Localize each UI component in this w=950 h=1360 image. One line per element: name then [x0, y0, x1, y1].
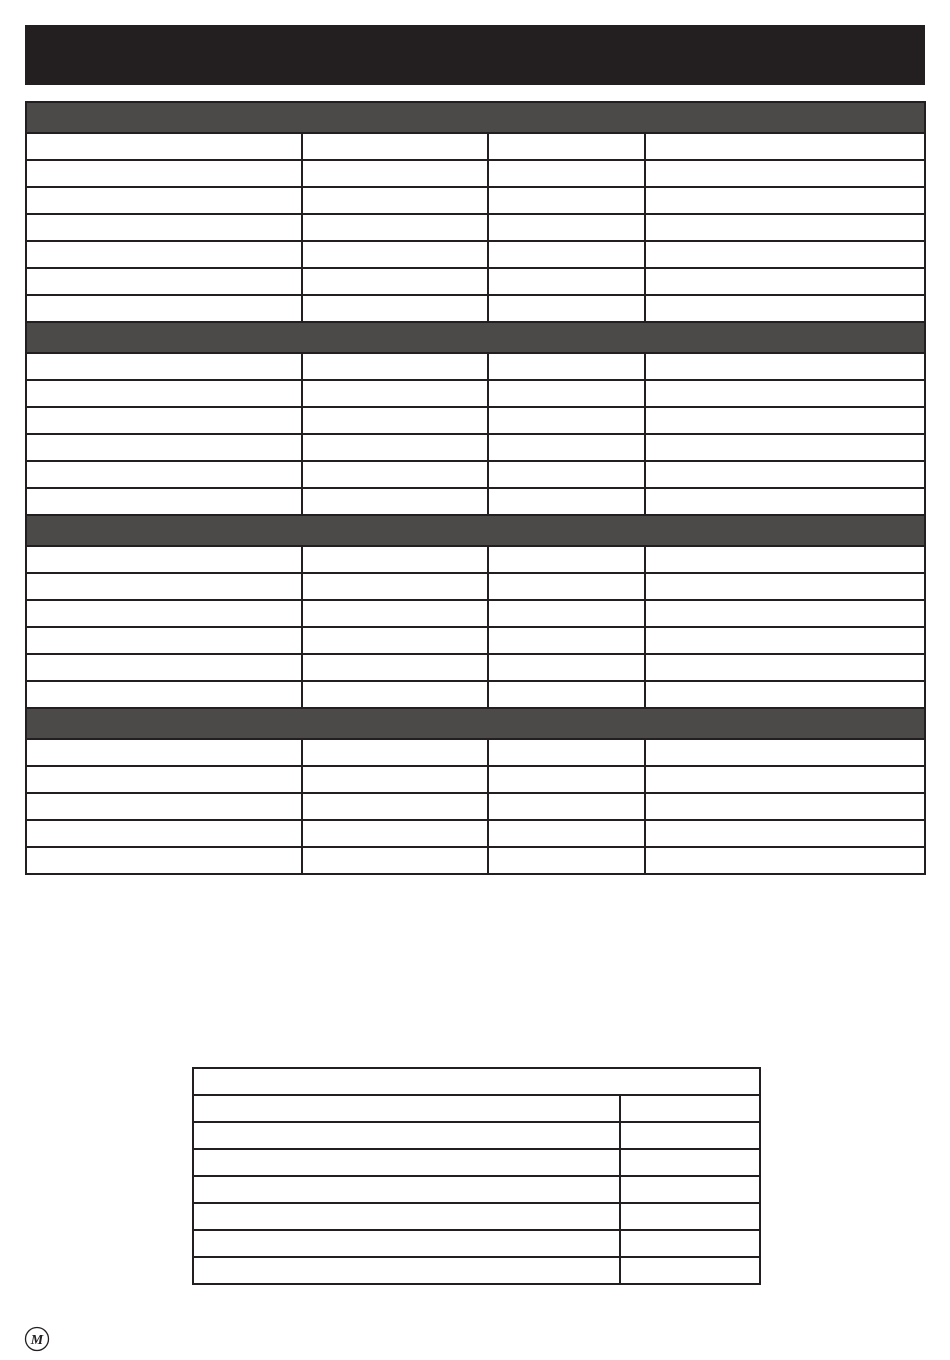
table-cell	[488, 268, 645, 295]
table-cell	[645, 295, 925, 322]
table-cell	[645, 160, 925, 187]
table-cell	[488, 353, 645, 380]
table-row	[26, 241, 925, 268]
summary-header	[193, 1068, 760, 1095]
table-cell	[488, 407, 645, 434]
section-header-row	[26, 515, 925, 546]
table-row	[26, 268, 925, 295]
table-cell	[645, 847, 925, 874]
table-cell	[302, 627, 488, 654]
table-row	[193, 1257, 760, 1284]
table-cell	[488, 820, 645, 847]
table-cell	[302, 187, 488, 214]
table-cell	[302, 847, 488, 874]
table-row	[26, 681, 925, 708]
table-row	[193, 1095, 760, 1122]
table-cell	[620, 1257, 760, 1284]
table-cell	[26, 546, 302, 573]
table-cell	[488, 627, 645, 654]
table-cell	[26, 681, 302, 708]
table-cell	[488, 739, 645, 766]
table-row	[26, 793, 925, 820]
svg-text:M: M	[30, 1333, 44, 1348]
table-cell	[488, 488, 645, 515]
summary-header-row	[193, 1068, 760, 1095]
table-cell	[645, 407, 925, 434]
table-cell	[26, 766, 302, 793]
table-cell	[488, 214, 645, 241]
document-title-bar	[25, 25, 925, 85]
table-cell	[645, 434, 925, 461]
table-cell	[488, 546, 645, 573]
table-cell	[302, 820, 488, 847]
table-cell	[645, 766, 925, 793]
table-cell	[488, 461, 645, 488]
table-cell	[193, 1122, 620, 1149]
table-cell	[645, 600, 925, 627]
table-row	[26, 461, 925, 488]
section-header-row	[26, 102, 925, 133]
table-cell	[645, 820, 925, 847]
table-cell	[302, 793, 488, 820]
table-row	[26, 739, 925, 766]
table-row	[193, 1203, 760, 1230]
table-cell	[302, 241, 488, 268]
table-row	[26, 160, 925, 187]
table-cell	[645, 488, 925, 515]
table-cell	[26, 380, 302, 407]
table-cell	[645, 546, 925, 573]
table-row	[26, 847, 925, 874]
table-cell	[645, 739, 925, 766]
table-cell	[302, 434, 488, 461]
table-cell	[302, 407, 488, 434]
table-cell	[488, 654, 645, 681]
table-cell	[302, 160, 488, 187]
table-cell	[302, 461, 488, 488]
table-row	[26, 380, 925, 407]
table-cell	[26, 160, 302, 187]
table-cell	[26, 654, 302, 681]
table-row	[26, 133, 925, 160]
table-cell	[26, 600, 302, 627]
table-cell	[645, 214, 925, 241]
table-cell	[302, 214, 488, 241]
section-header	[26, 708, 925, 739]
table-cell	[302, 546, 488, 573]
table-cell	[488, 295, 645, 322]
table-row	[26, 766, 925, 793]
table-row	[26, 295, 925, 322]
table-cell	[26, 793, 302, 820]
table-cell	[645, 573, 925, 600]
table-cell	[193, 1176, 620, 1203]
table-cell	[645, 627, 925, 654]
section-header	[26, 102, 925, 133]
table-cell	[26, 187, 302, 214]
section-header	[26, 322, 925, 353]
table-cell	[645, 681, 925, 708]
table-cell	[26, 434, 302, 461]
table-cell	[26, 295, 302, 322]
table-cell	[645, 353, 925, 380]
table-cell	[488, 793, 645, 820]
table-row	[26, 214, 925, 241]
table-row	[26, 654, 925, 681]
table-cell	[302, 600, 488, 627]
table-row	[26, 407, 925, 434]
table-cell	[302, 268, 488, 295]
table-cell	[488, 681, 645, 708]
table-row	[26, 488, 925, 515]
table-cell	[645, 654, 925, 681]
table-cell	[26, 353, 302, 380]
table-cell	[488, 160, 645, 187]
table-cell	[488, 766, 645, 793]
table-row	[26, 600, 925, 627]
table-cell	[26, 573, 302, 600]
table-cell	[26, 214, 302, 241]
table-cell	[645, 133, 925, 160]
table-cell	[302, 133, 488, 160]
table-cell	[645, 380, 925, 407]
table-row	[26, 434, 925, 461]
table-cell	[26, 133, 302, 160]
table-row	[26, 353, 925, 380]
table-row	[26, 546, 925, 573]
table-cell	[620, 1203, 760, 1230]
table-cell	[26, 268, 302, 295]
table-cell	[302, 295, 488, 322]
table-cell	[193, 1230, 620, 1257]
table-cell	[193, 1095, 620, 1122]
summary-table	[192, 1067, 761, 1285]
table-cell	[26, 739, 302, 766]
table-cell	[645, 461, 925, 488]
table-row	[193, 1176, 760, 1203]
table-cell	[488, 847, 645, 874]
table-row	[193, 1149, 760, 1176]
table-cell	[488, 187, 645, 214]
table-cell	[193, 1257, 620, 1284]
table-cell	[488, 573, 645, 600]
table-cell	[302, 353, 488, 380]
m-circle-logo-icon	[24, 1326, 50, 1352]
table-cell	[302, 739, 488, 766]
table-cell	[620, 1095, 760, 1122]
section-header	[26, 515, 925, 546]
table-cell	[620, 1230, 760, 1257]
table-row	[26, 627, 925, 654]
table-cell	[302, 766, 488, 793]
table-cell	[302, 681, 488, 708]
table-cell	[645, 793, 925, 820]
table-cell	[26, 488, 302, 515]
section-header-row	[26, 708, 925, 739]
table-cell	[193, 1203, 620, 1230]
table-cell	[620, 1176, 760, 1203]
table-cell	[26, 847, 302, 874]
table-cell	[26, 461, 302, 488]
table-row	[26, 820, 925, 847]
table-cell	[488, 380, 645, 407]
table-cell	[645, 268, 925, 295]
table-row	[26, 573, 925, 600]
table-cell	[488, 434, 645, 461]
table-cell	[645, 241, 925, 268]
table-cell	[26, 407, 302, 434]
table-row	[193, 1230, 760, 1257]
table-cell	[302, 573, 488, 600]
table-cell	[488, 133, 645, 160]
table-cell	[488, 600, 645, 627]
main-table	[25, 101, 926, 875]
table-cell	[302, 654, 488, 681]
table-row	[193, 1122, 760, 1149]
table-cell	[302, 380, 488, 407]
table-cell	[645, 187, 925, 214]
table-cell	[26, 241, 302, 268]
table-cell	[26, 820, 302, 847]
table-cell	[620, 1122, 760, 1149]
table-cell	[302, 488, 488, 515]
table-cell	[193, 1149, 620, 1176]
table-row	[26, 187, 925, 214]
table-cell	[620, 1149, 760, 1176]
table-cell	[26, 627, 302, 654]
table-cell	[488, 241, 645, 268]
section-header-row	[26, 322, 925, 353]
